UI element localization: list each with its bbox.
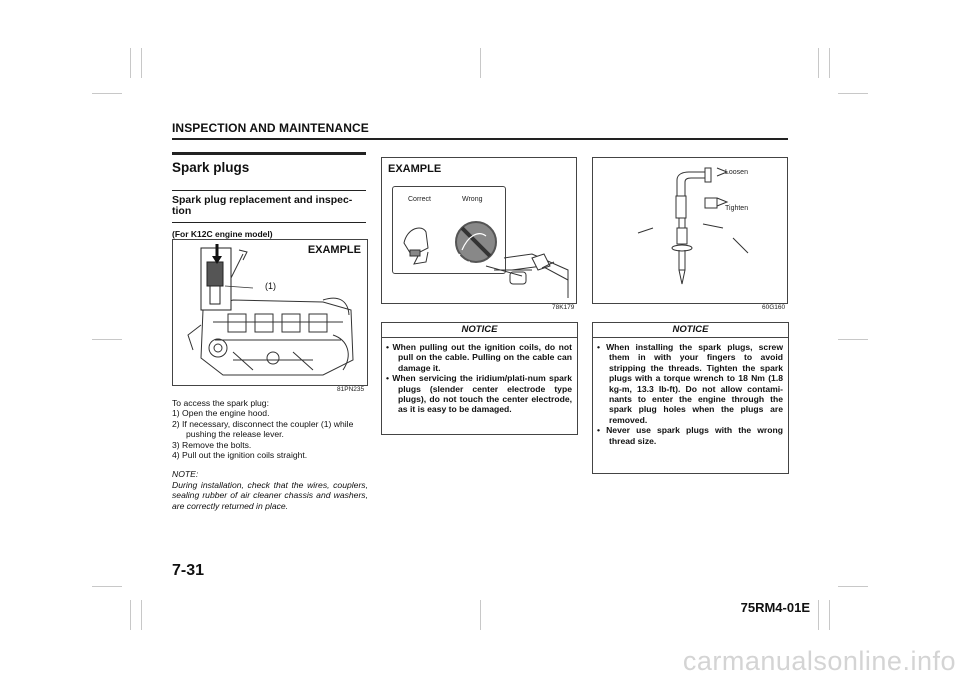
step-item: 1) Open the engine hood.: [172, 408, 270, 419]
intro-text: To access the spark plug:: [172, 398, 269, 408]
figure-code: 81PN235: [337, 386, 365, 393]
crop-mark: [829, 48, 830, 78]
loosen-label: Loosen: [725, 169, 748, 176]
subsection-title: Spark plug replacement and inspec-tion: [172, 190, 366, 217]
model-note: (For K12C engine model): [172, 229, 273, 239]
wrench-illustration: [593, 158, 787, 303]
crop-mark: [829, 600, 830, 630]
document-code: 75RM4-01E: [740, 600, 810, 615]
notice-item: • Never use spark plugs with the wrong thread size.: [597, 425, 783, 446]
header-rule: [172, 138, 788, 140]
figure-label: EXAMPLE: [307, 244, 361, 256]
figure-spark-plug-wrench: [592, 157, 788, 304]
figure-coil-removal: [381, 157, 577, 304]
instructions: [172, 398, 368, 511]
crop-mark: [92, 339, 122, 340]
notice-heading: NOTICE: [382, 323, 577, 338]
figure-engine-coils: [172, 239, 368, 386]
callout-label: (1): [265, 281, 276, 291]
crop-mark: [818, 48, 819, 78]
figure-label: EXAMPLE: [388, 163, 442, 175]
crop-mark: [818, 600, 819, 630]
note-text: During installation, check that the wires, couplers, sealing rubber of air cleaner chassis and washers, are correctly returned in place.: [172, 479, 368, 511]
crop-mark: [130, 48, 131, 78]
crop-mark: [92, 93, 122, 94]
notice-item: • When servicing the iridium/plati-num spark plugs (slender center electrode type plugs), do not touch the center electrode, as it is easy to be damaged.: [386, 373, 572, 415]
crop-mark: [480, 600, 481, 630]
crop-mark: [838, 93, 868, 94]
crop-mark: [130, 600, 131, 630]
figure-code: 78K179: [552, 304, 575, 311]
tighten-label: Tighten: [725, 205, 749, 212]
wrong-label: Wrong: [462, 196, 483, 203]
note-block: [172, 469, 368, 511]
engine-illustration: [173, 240, 367, 385]
notice-heading: NOTICE: [593, 323, 788, 338]
crop-mark: [141, 48, 142, 78]
watermark-text: carmanualsonline.info: [682, 646, 956, 676]
coil-illustration: [382, 158, 576, 303]
correct-label: Correct: [408, 196, 431, 203]
crop-mark: [92, 586, 122, 587]
crop-mark: [838, 586, 868, 587]
note-label: NOTE:: [172, 469, 199, 480]
subsection-rule: [172, 222, 366, 223]
figure-code: 60G160: [762, 304, 786, 311]
running-header: INSPECTION AND MAINTENANCE: [172, 121, 369, 135]
crop-mark: [141, 600, 142, 630]
step-item: 4) Pull out the ignition coils straight.: [172, 450, 308, 461]
crop-mark: [480, 48, 481, 78]
step-item: 3) Remove the bolts.: [172, 439, 252, 450]
notice-item: • When pulling out the ignition coils, do not pull on the cable. Pulling on the cable can damage it.: [386, 342, 572, 373]
notice-item: • When installing the spark plugs, screw them in with your fingers to avoid stripping the threads. Tighten the spark plugs with a torque wrench to 18 Nm (1.8 kg-m, 13.3 lb-ft). Do not allow contami-nants to enter the engine through the spark plug holes when the plugs are removed.: [597, 342, 783, 425]
notice-box: [381, 322, 578, 435]
page-number: 7-31: [172, 562, 205, 579]
section-title: Spark plugs: [172, 152, 366, 175]
crop-mark: [838, 339, 868, 340]
step-item: 2) If necessary, disconnect the coupler (1) while pushing the release lever.: [172, 418, 354, 440]
notice-box: [592, 322, 789, 474]
